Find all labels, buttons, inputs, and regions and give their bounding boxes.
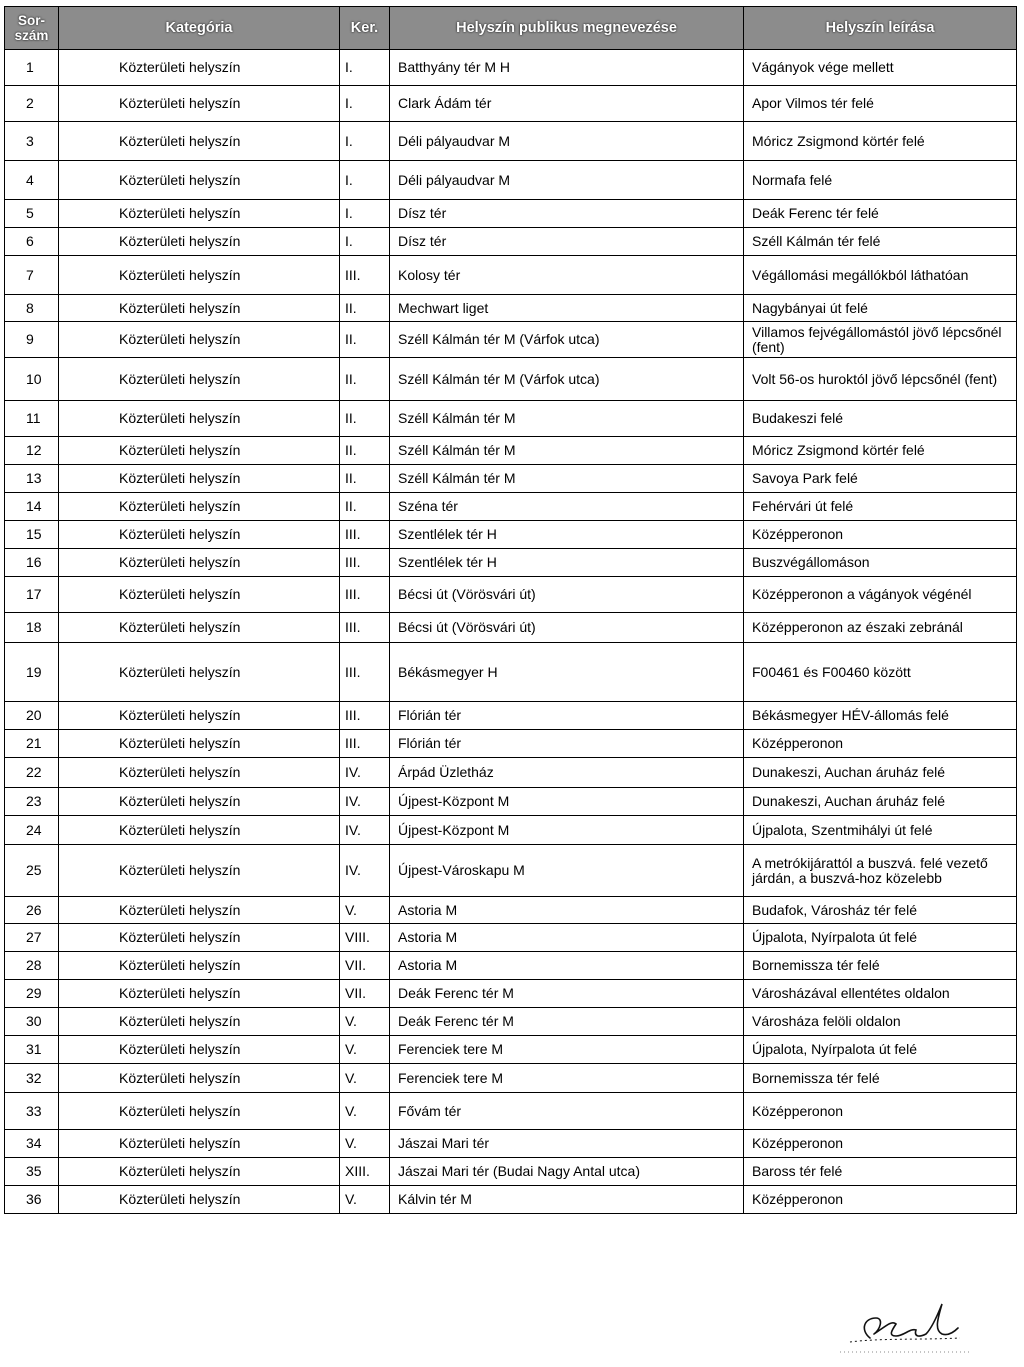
row-kerulet: I.	[340, 122, 390, 161]
row-kategoria: Közterületi helyszín	[59, 358, 340, 401]
row-helyszin-nev: Széll Kálmán tér M	[390, 437, 744, 465]
row-helyszin-nev: Kálvin tér M	[390, 1186, 744, 1214]
row-kerulet: III.	[340, 549, 390, 577]
row-kerulet: I.	[340, 161, 390, 200]
row-kerulet: I.	[340, 50, 390, 86]
row-number: 5	[5, 200, 59, 228]
row-helyszin-nev: Fővám tér	[390, 1093, 744, 1130]
row-kerulet: III.	[340, 256, 390, 295]
row-helyszin-leiras: Normafa felé	[744, 161, 1017, 200]
handwritten-signature	[830, 1300, 980, 1362]
row-number: 35	[5, 1158, 59, 1186]
row-helyszin-leiras: Deák Ferenc tér felé	[744, 200, 1017, 228]
row-kategoria: Közterületi helyszín	[59, 1093, 340, 1130]
row-kerulet: IV.	[340, 845, 390, 897]
table-row	[5, 1186, 1017, 1214]
table-row	[5, 816, 1017, 845]
row-helyszin-nev: Ferenciek tere M	[390, 1036, 744, 1064]
row-helyszin-leiras: F00461 és F00460 között	[744, 643, 1017, 702]
row-helyszin-leiras: Békásmegyer HÉV-állomás felé	[744, 702, 1017, 730]
row-helyszin-nev: Szentlélek tér H	[390, 521, 744, 549]
table-row	[5, 122, 1017, 161]
row-helyszin-leiras: Volt 56-os huroktól jövő lépcsőnél (fent)	[744, 358, 1017, 401]
row-helyszin-nev: Szentlélek tér H	[390, 549, 744, 577]
row-kategoria: Közterületi helyszín	[59, 1186, 340, 1214]
row-kategoria: Közterületi helyszín	[59, 577, 340, 613]
row-helyszin-nev: Flórián tér	[390, 730, 744, 758]
row-helyszin-leiras: Középperonon a vágányok végénél	[744, 577, 1017, 613]
row-helyszin-nev: Dísz tér	[390, 228, 744, 256]
row-kategoria: Közterületi helyszín	[59, 1008, 340, 1036]
row-helyszin-leiras: Villamos fejvégállomástól jövő lépcsőnél (fent)	[744, 322, 1017, 358]
table-row	[5, 702, 1017, 730]
row-kerulet: V.	[340, 1186, 390, 1214]
row-helyszin-nev: Déli pályaudvar M	[390, 122, 744, 161]
row-kategoria: Közterületi helyszín	[59, 924, 340, 952]
table-row	[5, 1064, 1017, 1093]
row-kategoria: Közterületi helyszín	[59, 322, 340, 358]
row-helyszin-leiras: Újpalota, Nyírpalota út felé	[744, 924, 1017, 952]
table-row	[5, 401, 1017, 437]
row-kerulet: II.	[340, 295, 390, 322]
row-number: 8	[5, 295, 59, 322]
table-row	[5, 256, 1017, 295]
row-helyszin-nev: Újpest-Központ M	[390, 816, 744, 845]
row-helyszin-leiras: Középperonon	[744, 1093, 1017, 1130]
table-row	[5, 322, 1017, 358]
table-row	[5, 161, 1017, 200]
header-ker: Ker.	[340, 7, 390, 50]
row-helyszin-nev: Astoria M	[390, 924, 744, 952]
row-number: 29	[5, 980, 59, 1008]
table-row	[5, 1093, 1017, 1130]
row-helyszin-leiras: Széll Kálmán tér felé	[744, 228, 1017, 256]
table-row	[5, 200, 1017, 228]
row-number: 2	[5, 86, 59, 122]
row-helyszin-nev: Újpest-Városkapu M	[390, 845, 744, 897]
table-row	[5, 758, 1017, 788]
table-row	[5, 1130, 1017, 1158]
table-header-row	[5, 7, 1017, 50]
row-number: 27	[5, 924, 59, 952]
row-number: 25	[5, 845, 59, 897]
row-helyszin-nev: Mechwart liget	[390, 295, 744, 322]
table-row	[5, 788, 1017, 816]
table-row	[5, 295, 1017, 322]
header-kategoria: Kategória	[59, 7, 340, 50]
row-kategoria: Közterületi helyszín	[59, 643, 340, 702]
row-helyszin-nev: Ferenciek tere M	[390, 1064, 744, 1093]
row-number: 34	[5, 1130, 59, 1158]
row-helyszin-nev: Békásmegyer H	[390, 643, 744, 702]
row-helyszin-nev: Árpád Üzletház	[390, 758, 744, 788]
table-row	[5, 465, 1017, 493]
row-kerulet: I.	[340, 86, 390, 122]
row-number: 30	[5, 1008, 59, 1036]
row-helyszin-leiras: Középperonon az északi zebránál	[744, 613, 1017, 643]
row-kategoria: Közterületi helyszín	[59, 549, 340, 577]
row-kerulet: I.	[340, 228, 390, 256]
row-helyszin-leiras: Középperonon	[744, 521, 1017, 549]
row-kerulet: VIII.	[340, 924, 390, 952]
row-helyszin-nev: Széll Kálmán tér M	[390, 465, 744, 493]
row-kerulet: III.	[340, 702, 390, 730]
row-kategoria: Közterületi helyszín	[59, 1036, 340, 1064]
table-row	[5, 521, 1017, 549]
row-helyszin-nev: Deák Ferenc tér M	[390, 1008, 744, 1036]
header-sorszam-line2: szám	[14, 28, 49, 43]
row-helyszin-leiras: Dunakeszi, Auchan áruház felé	[744, 758, 1017, 788]
row-kerulet: II.	[340, 465, 390, 493]
row-kategoria: Közterületi helyszín	[59, 845, 340, 897]
row-helyszin-leiras: Móricz Zsigmond körtér felé	[744, 122, 1017, 161]
row-helyszin-leiras: Fehérvári út felé	[744, 493, 1017, 521]
row-kategoria: Közterületi helyszín	[59, 730, 340, 758]
row-kategoria: Közterületi helyszín	[59, 1158, 340, 1186]
row-helyszin-nev: Dísz tér	[390, 200, 744, 228]
row-helyszin-leiras: Apor Vilmos tér felé	[744, 86, 1017, 122]
row-number: 33	[5, 1093, 59, 1130]
row-kategoria: Közterületi helyszín	[59, 816, 340, 845]
table-row	[5, 577, 1017, 613]
locations-table	[4, 6, 1017, 1214]
row-kategoria: Közterületi helyszín	[59, 437, 340, 465]
table-row	[5, 980, 1017, 1008]
table-row	[5, 1158, 1017, 1186]
row-helyszin-nev: Széna tér	[390, 493, 744, 521]
row-kategoria: Közterületi helyszín	[59, 493, 340, 521]
table-row	[5, 358, 1017, 401]
row-number: 9	[5, 322, 59, 358]
header-helyszin-leiras: Helyszín leírása	[744, 7, 1017, 50]
row-helyszin-leiras: Középperonon	[744, 730, 1017, 758]
table-row	[5, 50, 1017, 86]
row-number: 13	[5, 465, 59, 493]
row-kategoria: Közterületi helyszín	[59, 401, 340, 437]
row-helyszin-leiras: Móricz Zsigmond körtér felé	[744, 437, 1017, 465]
row-helyszin-nev: Deák Ferenc tér M	[390, 980, 744, 1008]
row-kerulet: II.	[340, 437, 390, 465]
row-helyszin-nev: Bécsi út (Vörösvári út)	[390, 577, 744, 613]
row-number: 1	[5, 50, 59, 86]
row-helyszin-nev: Újpest-Központ M	[390, 788, 744, 816]
row-helyszin-leiras: Savoya Park felé	[744, 465, 1017, 493]
row-number: 31	[5, 1036, 59, 1064]
row-kategoria: Közterületi helyszín	[59, 50, 340, 86]
row-helyszin-leiras: Vágányok vége mellett	[744, 50, 1017, 86]
row-kategoria: Közterületi helyszín	[59, 1130, 340, 1158]
row-helyszin-nev: Clark Ádám tér	[390, 86, 744, 122]
row-helyszin-leiras: Középperonon	[744, 1186, 1017, 1214]
row-helyszin-nev: Batthyány tér M H	[390, 50, 744, 86]
row-helyszin-nev: Széll Kálmán tér M	[390, 401, 744, 437]
row-kerulet: II.	[340, 401, 390, 437]
header-sorszam-line1: Sor-	[18, 13, 45, 28]
row-kerulet: V.	[340, 897, 390, 924]
row-number: 22	[5, 758, 59, 788]
row-kerulet: IV.	[340, 816, 390, 845]
row-kategoria: Közterületi helyszín	[59, 1064, 340, 1093]
row-kategoria: Közterületi helyszín	[59, 465, 340, 493]
row-number: 17	[5, 577, 59, 613]
row-kategoria: Közterületi helyszín	[59, 521, 340, 549]
row-helyszin-leiras: Városházával ellentétes oldalon	[744, 980, 1017, 1008]
row-kerulet: XIII.	[340, 1158, 390, 1186]
row-number: 10	[5, 358, 59, 401]
table-row	[5, 1008, 1017, 1036]
row-kategoria: Közterületi helyszín	[59, 200, 340, 228]
row-kerulet: II.	[340, 322, 390, 358]
table-row	[5, 845, 1017, 897]
row-kerulet: V.	[340, 1036, 390, 1064]
row-helyszin-leiras: Végállomási megállókból láthatóan	[744, 256, 1017, 295]
row-kerulet: II.	[340, 358, 390, 401]
row-helyszin-nev: Széll Kálmán tér M (Várfok utca)	[390, 358, 744, 401]
row-kerulet: IV.	[340, 788, 390, 816]
row-kategoria: Közterületi helyszín	[59, 702, 340, 730]
row-helyszin-leiras: Újpalota, Nyírpalota út felé	[744, 1036, 1017, 1064]
table-row	[5, 1036, 1017, 1064]
table-row	[5, 613, 1017, 643]
row-number: 19	[5, 643, 59, 702]
table-row	[5, 924, 1017, 952]
row-kategoria: Közterületi helyszín	[59, 295, 340, 322]
row-helyszin-leiras: A metrókijárattól a buszvá. felé vezető járdán, a buszvá-hoz közelebb	[744, 845, 1017, 897]
row-helyszin-nev: Flórián tér	[390, 702, 744, 730]
row-kerulet: III.	[340, 577, 390, 613]
row-number: 6	[5, 228, 59, 256]
row-kerulet: III.	[340, 613, 390, 643]
row-number: 7	[5, 256, 59, 295]
row-helyszin-nev: Déli pályaudvar M	[390, 161, 744, 200]
row-number: 15	[5, 521, 59, 549]
table-row	[5, 493, 1017, 521]
row-kerulet: I.	[340, 200, 390, 228]
row-kerulet: V.	[340, 1130, 390, 1158]
row-kerulet: V.	[340, 1064, 390, 1093]
row-kerulet: III.	[340, 730, 390, 758]
row-helyszin-leiras: Középperonon	[744, 1130, 1017, 1158]
row-helyszin-leiras: Buszvégállomáson	[744, 549, 1017, 577]
row-number: 12	[5, 437, 59, 465]
row-number: 21	[5, 730, 59, 758]
row-number: 23	[5, 788, 59, 816]
row-kategoria: Közterületi helyszín	[59, 788, 340, 816]
row-helyszin-nev: Kolosy tér	[390, 256, 744, 295]
row-kerulet: IV.	[340, 758, 390, 788]
table-row	[5, 643, 1017, 702]
row-kerulet: VII.	[340, 980, 390, 1008]
table-body	[5, 50, 1017, 1214]
row-number: 20	[5, 702, 59, 730]
row-kerulet: V.	[340, 1093, 390, 1130]
row-helyszin-leiras: Budakeszi felé	[744, 401, 1017, 437]
row-kategoria: Közterületi helyszín	[59, 86, 340, 122]
row-number: 32	[5, 1064, 59, 1093]
row-kategoria: Közterületi helyszín	[59, 122, 340, 161]
row-number: 36	[5, 1186, 59, 1214]
row-helyszin-nev: Jászai Mari tér	[390, 1130, 744, 1158]
row-helyszin-nev: Astoria M	[390, 897, 744, 924]
row-number: 26	[5, 897, 59, 924]
table-row	[5, 86, 1017, 122]
header-sorszam	[5, 7, 59, 50]
row-number: 24	[5, 816, 59, 845]
row-kategoria: Közterületi helyszín	[59, 758, 340, 788]
row-number: 11	[5, 401, 59, 437]
table-row	[5, 897, 1017, 924]
table-row	[5, 952, 1017, 980]
row-helyszin-nev: Jászai Mari tér (Budai Nagy Antal utca)	[390, 1158, 744, 1186]
row-helyszin-nev: Széll Kálmán tér M (Várfok utca)	[390, 322, 744, 358]
row-helyszin-leiras: Újpalota, Szentmihályi út felé	[744, 816, 1017, 845]
table-row	[5, 730, 1017, 758]
row-helyszin-leiras: Bornemissza tér felé	[744, 1064, 1017, 1093]
row-helyszin-leiras: Dunakeszi, Auchan áruház felé	[744, 788, 1017, 816]
table-row	[5, 437, 1017, 465]
row-kerulet: II.	[340, 493, 390, 521]
row-helyszin-nev: Astoria M	[390, 952, 744, 980]
row-kategoria: Közterületi helyszín	[59, 256, 340, 295]
row-helyszin-leiras: Budafok, Városház tér felé	[744, 897, 1017, 924]
row-number: 3	[5, 122, 59, 161]
table-row	[5, 228, 1017, 256]
row-helyszin-nev: Bécsi út (Vörösvári út)	[390, 613, 744, 643]
row-number: 28	[5, 952, 59, 980]
row-number: 14	[5, 493, 59, 521]
row-kerulet: VII.	[340, 952, 390, 980]
row-number: 4	[5, 161, 59, 200]
table-row	[5, 549, 1017, 577]
row-kerulet: III.	[340, 643, 390, 702]
header-helyszin-nev: Helyszín publikus megnevezése	[390, 7, 744, 50]
row-kategoria: Közterületi helyszín	[59, 161, 340, 200]
row-kategoria: Közterületi helyszín	[59, 613, 340, 643]
row-kategoria: Közterületi helyszín	[59, 952, 340, 980]
row-kerulet: III.	[340, 521, 390, 549]
row-helyszin-leiras: Baross tér felé	[744, 1158, 1017, 1186]
row-number: 16	[5, 549, 59, 577]
row-kerulet: V.	[340, 1008, 390, 1036]
row-kategoria: Közterületi helyszín	[59, 228, 340, 256]
row-helyszin-leiras: Városháza felöli oldalon	[744, 1008, 1017, 1036]
row-helyszin-leiras: Nagybányai út felé	[744, 295, 1017, 322]
row-kategoria: Közterületi helyszín	[59, 897, 340, 924]
row-helyszin-leiras: Bornemissza tér felé	[744, 952, 1017, 980]
row-number: 18	[5, 613, 59, 643]
row-kategoria: Közterületi helyszín	[59, 980, 340, 1008]
